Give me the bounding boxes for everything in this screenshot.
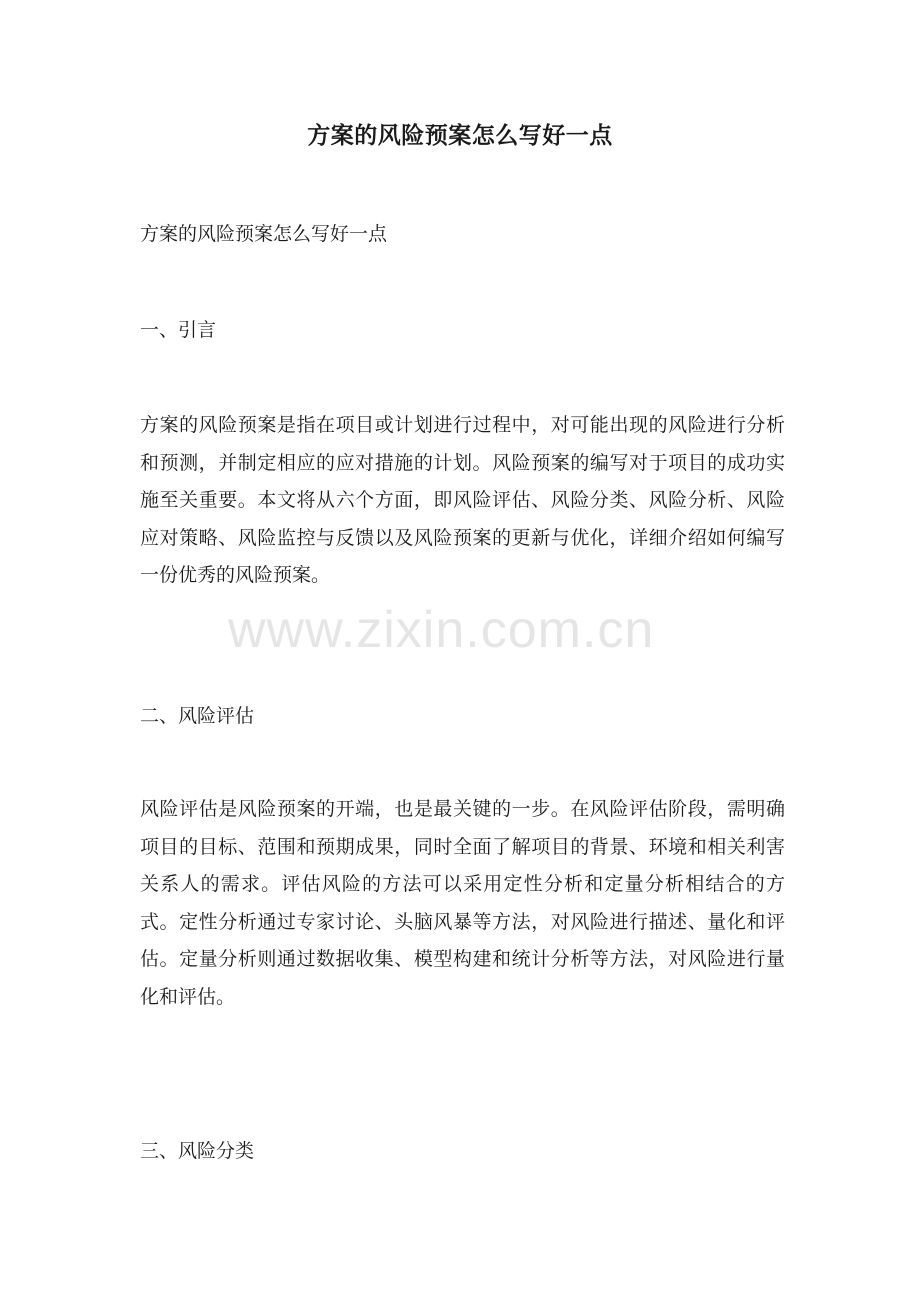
- section-paragraph-introduction: 方案的风险预案是指在项目或计划进行过程中，对可能出现的风险进行分析和预测，并制定相应的应对措施的计划。风险预案的编写对于项目的成功实施至关重要。本文将从六个方面，即风险评估、风险分类、风险分析、风险应对策略、风险监控与反馈以及风险预案的更新与优化，详细介绍如何编写一份优秀的风险预案。: [140, 414, 785, 586]
- section-heading-risk-assessment: 二、风险评估: [140, 705, 255, 727]
- section-heading-risk-classification: 三、风险分类: [140, 1140, 255, 1162]
- document-subtitle: 方案的风险预案怎么写好一点: [140, 223, 388, 245]
- document-title: 方案的风险预案怎么写好一点: [307, 122, 613, 149]
- section-paragraph-risk-assessment: 风险评估是风险预案的开端，也是最关键的一步。在风险评估阶段，需明确项目的目标、范围和预期成果，同时全面了解项目的背景、环境和相关利害关系人的需求。评估风险的方法可以采用定性分析和定量分析相结合的方式。定性分析通过专家讨论、头脑风暴等方法，对风险进行描述、量化和评估。定量分析则通过数据收集、模型构建和统计分析等方法，对风险进行量化和评估。: [140, 798, 785, 1008]
- section-heading-introduction: 一、引言: [140, 319, 217, 341]
- watermark-text: www.zixin.com.cn: [228, 601, 655, 659]
